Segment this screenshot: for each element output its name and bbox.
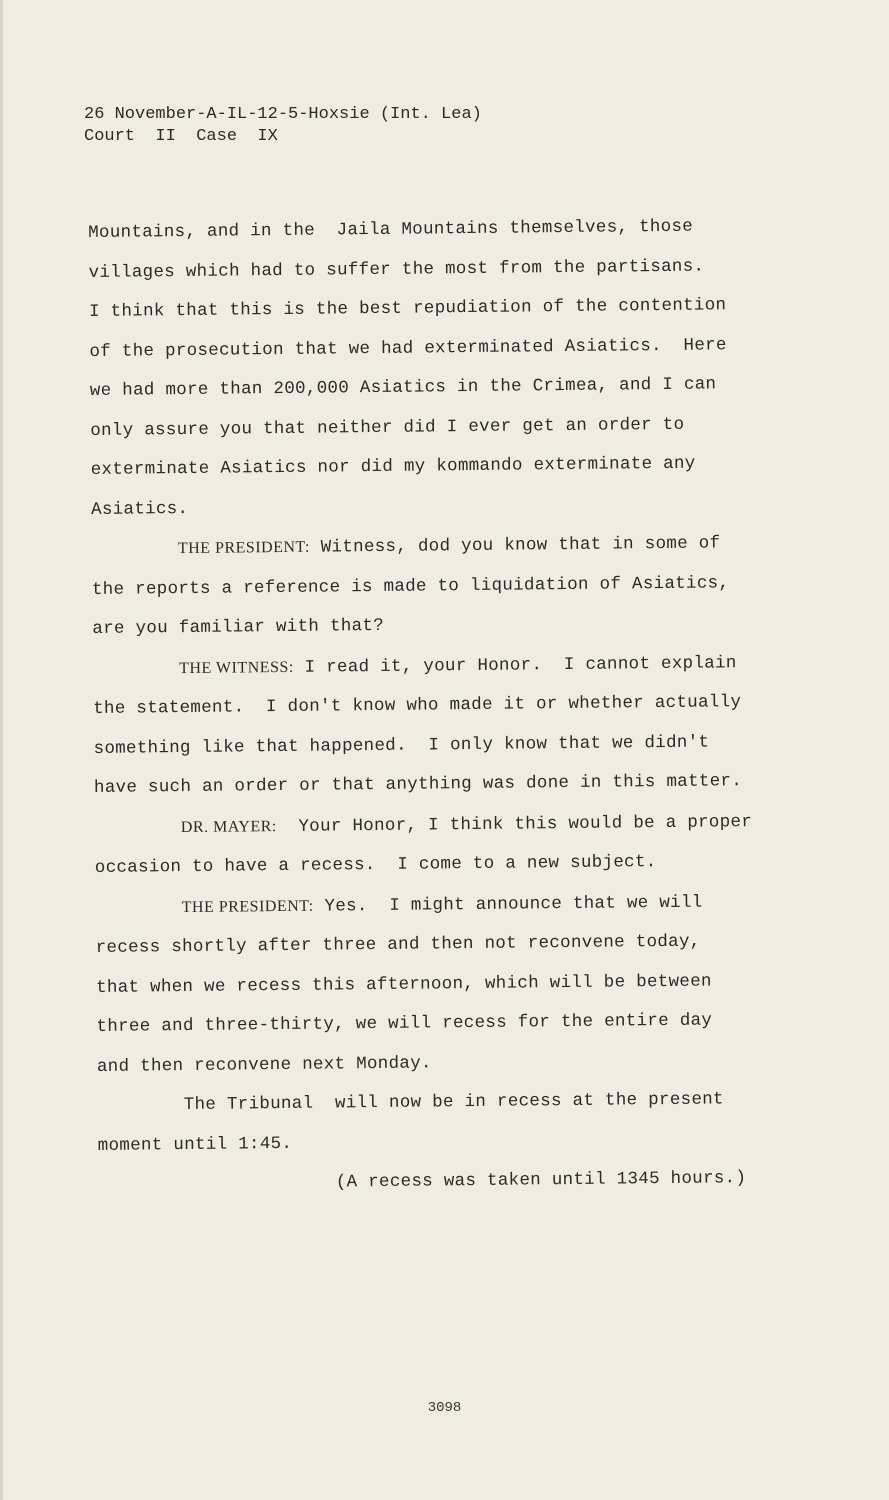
header-line-date-session: 26 November-A-IL-12-5-Hoxsie (Int. Lea) [84, 105, 482, 124]
speaker-label-witness: THE WITNESS: [179, 658, 294, 677]
speaker-label-mayer: DR. MAYER: [180, 817, 277, 836]
body-line: of the prosecution that we had exterminated Asiatics. Here [89, 334, 727, 362]
body-line: something like that happened. I only know that we didn't [93, 732, 710, 759]
body-line: we had more than 200,000 Asiatics in the Crimea, and I can [89, 374, 717, 401]
body-line: Asiatics. [90, 498, 189, 520]
mayer-statement-first-line: DR. MAYER: Your Honor, I think this would be a proper [180, 811, 753, 837]
recess-note: (A recess was taken until 1345 hours.) [335, 1168, 747, 1193]
speaker-label-president: THE PRESIDENT: [181, 897, 314, 916]
body-line: the statement. I don't know who made it or whether actually [93, 692, 742, 719]
body-line: three and three-thirty, we will recess for the entire day [96, 1010, 713, 1037]
body-line: villages which had to suffer the most from the partisans. [88, 256, 705, 283]
body-line: only assure you that neither did I ever get an order to [90, 414, 685, 441]
president-statement-first-line: THE PRESIDENT: Yes. I might announce that we will [181, 892, 703, 917]
body-line: recess shortly after three and then not reconvene today, [95, 931, 701, 958]
body-line: and then reconvene next Monday. [96, 1052, 432, 1077]
body-line: have such an order or that anything was done in this matter. [93, 771, 743, 798]
transcript-body [88, 206, 818, 1205]
page-number: 3098 [427, 1400, 462, 1416]
body-line: occasion to have a recess. I come to a new subject. [94, 852, 657, 878]
body-line: the reports a reference is made to liquidation of Asiatics, [91, 572, 730, 600]
body-line: that when we recess this afternoon, which will be between [95, 971, 712, 998]
tribunal-announcement-first-line: The Tribunal will now be in recess at the present [183, 1089, 724, 1116]
header-line-court-case: Court II Case IX [84, 127, 278, 146]
witness-statement-first-line: THE WITNESS: I read it, your Honor. I cannot explain [179, 652, 737, 678]
president-statement-first-line: THE PRESIDENT: Witness, dod you know that in some of [177, 533, 721, 558]
body-line: I think that this is the best repudiation of the contention [88, 295, 727, 322]
speaker-label-president: THE PRESIDENT: [177, 538, 310, 558]
document-header [84, 104, 482, 148]
body-line: exterminate Asiatics nor did my kommando exterminate any [90, 453, 696, 480]
body-line: Mountains, and in the Jaila Mountains themselves, those [88, 216, 694, 243]
page-edge [0, 0, 3, 1500]
body-line: are you familiar with that? [92, 615, 385, 639]
body-line: moment until 1:45. [97, 1133, 293, 1156]
